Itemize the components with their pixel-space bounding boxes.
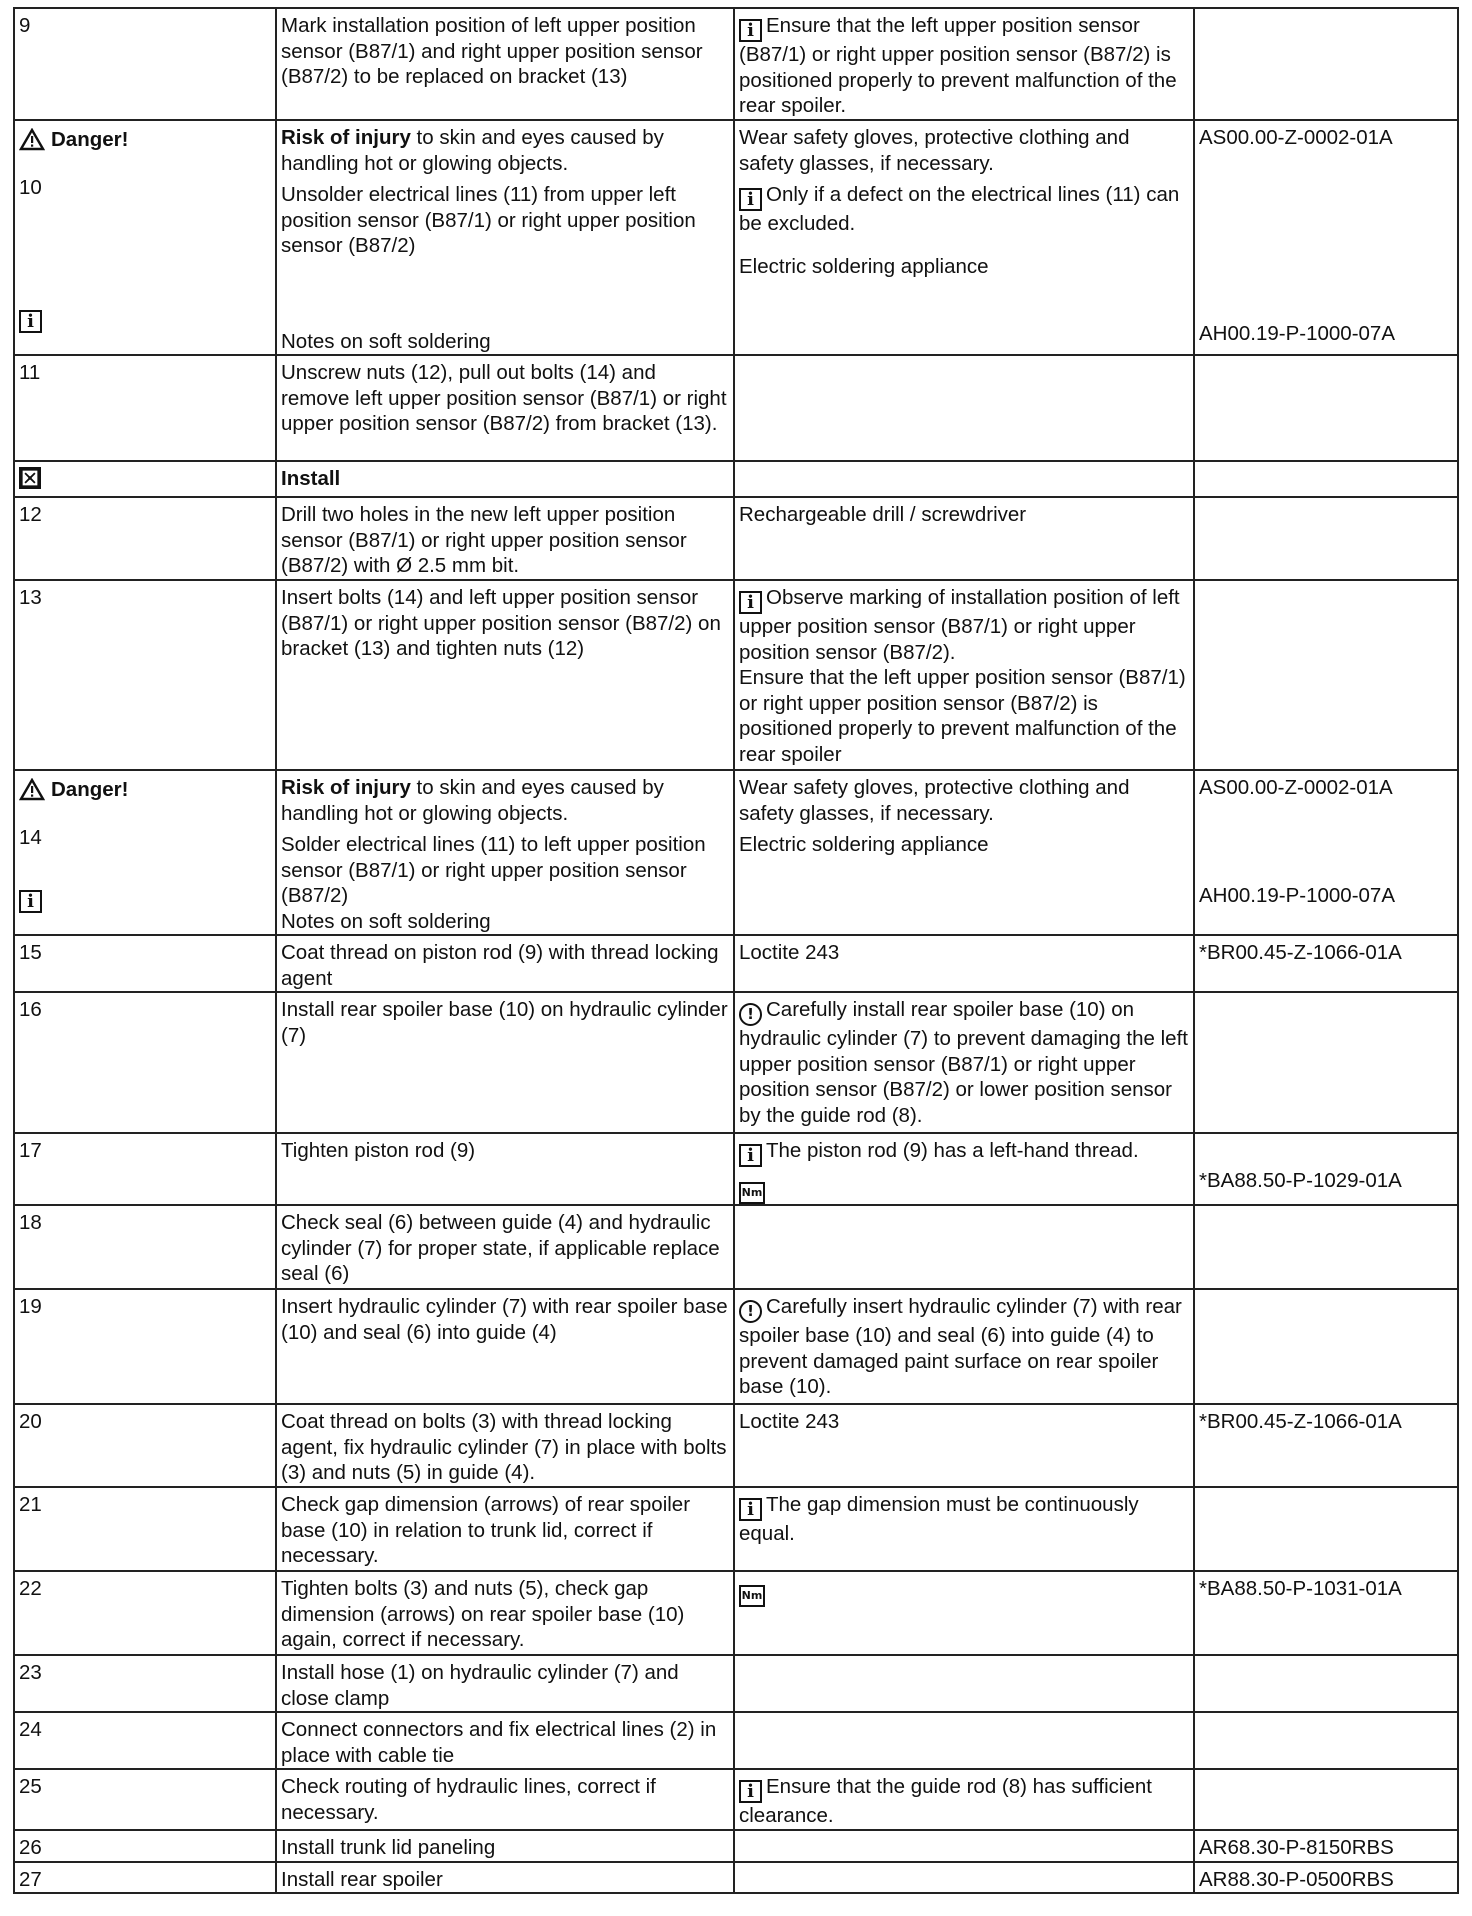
note-cell <box>734 992 1194 1133</box>
note-cell <box>734 120 1194 355</box>
torque-nm-icon: Nm <box>739 1585 765 1607</box>
info-icon: i <box>739 19 762 42</box>
table-row <box>14 497 1458 580</box>
reference <box>1194 1655 1458 1712</box>
reference <box>1194 1769 1458 1830</box>
action-cell <box>276 770 734 935</box>
risk-title: Risk of injury <box>281 776 411 799</box>
table-row <box>14 1769 1458 1830</box>
note-text: Ensure that the guide rod (8) has sufficient clearance. <box>739 1775 1152 1827</box>
note-text <box>734 1830 1194 1862</box>
step-number: 26 <box>14 1830 276 1862</box>
note-text: Ensure that the left upper position sensor (B87/1) or right upper position sensor (B87/2) is positioned properly to prevent malfunction of the rear spoiler. <box>739 14 1177 117</box>
notes-label: Notes on soft soldering <box>281 329 491 353</box>
step-number: 10 <box>19 175 42 199</box>
reference: *BA88.50-P-1031-01A <box>1194 1571 1458 1655</box>
info-icon: i <box>739 1144 762 1167</box>
torque-nm-icon: Nm <box>739 1182 765 1204</box>
table-row <box>14 992 1458 1133</box>
install-icon-cell <box>14 461 276 497</box>
step-number: 16 <box>14 992 276 1133</box>
note-cell <box>734 1133 1194 1205</box>
safety-text: Wear safety gloves, protective clothing and safety glasses, if necessary. <box>739 776 1130 825</box>
step-number: 12 <box>14 497 276 580</box>
reference <box>1194 355 1458 461</box>
action-text: Unscrew nuts (12), pull out bolts (14) and remove left upper position sensor (B87/1) or right upper position sensor (B87/2) from bracket (13). <box>276 355 734 461</box>
note-text: Observe marking of installation position of left upper position sensor (B87/1) or right upper position sensor (B87/2). <box>739 586 1180 664</box>
danger-text: Danger! <box>51 778 129 801</box>
reference-cell <box>1194 770 1458 935</box>
step-number: 25 <box>14 1769 276 1830</box>
table-row <box>14 935 1458 992</box>
action-text: Install trunk lid paneling <box>276 1830 734 1862</box>
safety-text: Wear safety gloves, protective clothing and safety glasses, if necessary. <box>739 126 1130 175</box>
action-text: Install hose (1) on hydraulic cylinder (7) and close clamp <box>276 1655 734 1712</box>
action-text: Coat thread on bolts (3) with thread locking agent, fix hydraulic cylinder (7) in place with bolts (3) and nuts (5) in guide (4). <box>276 1404 734 1487</box>
note-cell <box>734 770 1194 935</box>
info-icon: i <box>739 591 762 614</box>
step-number: 22 <box>14 1571 276 1655</box>
step-number: 20 <box>14 1404 276 1487</box>
tool-text: Electric soldering appliance <box>739 833 989 856</box>
table-row <box>14 1133 1458 1205</box>
step-cell <box>14 770 276 935</box>
caution-icon: ! <box>739 1300 762 1323</box>
step-number: 13 <box>14 580 276 770</box>
step-number: 23 <box>14 1655 276 1712</box>
note-text: Rechargeable drill / screwdriver <box>734 497 1194 580</box>
table-row <box>14 1655 1458 1712</box>
reference-cell <box>1194 120 1458 355</box>
action-text: Insert hydraulic cylinder (7) with rear spoiler base (10) and seal (6) into guide (4) <box>276 1289 734 1404</box>
reference <box>1194 992 1458 1133</box>
table-row <box>14 1571 1458 1655</box>
table-row <box>14 1712 1458 1769</box>
action-text: Drill two holes in the new left upper position sensor (B87/1) or right upper position sensor (B87/2) with Ø 2.5 mm bit. <box>276 497 734 580</box>
step-cell <box>14 120 276 355</box>
reference: AS00.00-Z-0002-01A <box>1199 776 1393 799</box>
step-number: 18 <box>14 1205 276 1289</box>
procedure-table <box>13 7 1459 1894</box>
note-cell <box>734 8 1194 120</box>
tool-text: Electric soldering appliance <box>739 254 989 278</box>
note-text: Loctite 243 <box>734 1404 1194 1487</box>
table-row <box>14 1487 1458 1571</box>
table-row <box>14 770 1458 935</box>
step-number: 15 <box>14 935 276 992</box>
reference <box>1194 497 1458 580</box>
action-text: Check routing of hydraulic lines, correct if necessary. <box>276 1769 734 1830</box>
reference-cell <box>1194 1133 1458 1205</box>
reference <box>1194 1289 1458 1404</box>
step-number: 9 <box>14 8 276 120</box>
danger-text: Danger! <box>51 128 129 151</box>
action-text: Check seal (6) between guide (4) and hydraulic cylinder (7) for proper state, if applicable replace seal (6) <box>276 1205 734 1289</box>
section-row <box>14 461 1458 497</box>
action-text: Solder electrical lines (11) to left upper position sensor (B87/1) or right upper position sensor (B87/2) <box>281 833 706 907</box>
reference: *BR00.45-Z-1066-01A <box>1194 1404 1458 1487</box>
note-text: The piston rod (9) has a left-hand thread. <box>766 1139 1139 1162</box>
action-cell <box>276 120 734 355</box>
note-text: Carefully insert hydraulic cylinder (7) with rear spoiler base (10) and seal (6) into guide (4) to prevent damaged paint surface on rear spoiler base (10). <box>739 1295 1182 1398</box>
reference <box>1194 1712 1458 1769</box>
risk-line <box>281 775 729 826</box>
note-text-2: Ensure that the left upper position sensor (B87/1) or right upper position sensor (B87/2) is positioned properly to prevent malfunction of the rear spoiler <box>739 666 1186 766</box>
note-text <box>734 355 1194 461</box>
danger-label <box>19 127 128 153</box>
reference <box>1194 8 1458 120</box>
table-row <box>14 8 1458 120</box>
reference: AS00.00-Z-0002-01A <box>1199 126 1393 149</box>
info-icon: i <box>19 310 42 333</box>
note-text <box>734 1205 1194 1289</box>
action-text: Check gap dimension (arrows) of rear spoiler base (10) in relation to trunk lid, correct if necessary. <box>276 1487 734 1571</box>
action-text: Connect connectors and fix electrical lines (2) in place with cable tie <box>276 1712 734 1769</box>
note-text: Carefully install rear spoiler base (10) on hydraulic cylinder (7) to prevent damaging the left upper position sensor (B87/1) or right upper position sensor (B87/2) or lower position sensor by the guide rod (8). <box>739 998 1188 1127</box>
note-text: Only if a defect on the electrical lines (11) can be excluded. <box>739 183 1180 235</box>
step-number: 21 <box>14 1487 276 1571</box>
reference: *BA88.50-P-1029-01A <box>1199 1169 1402 1192</box>
action-text: Unsolder electrical lines (11) from upper left position sensor (B87/1) or right upper position sensor (B87/2) <box>281 183 696 257</box>
info-icon: i <box>739 1498 762 1521</box>
section-title: Install <box>276 461 734 497</box>
caution-icon: ! <box>739 1003 762 1026</box>
warning-triangle-icon <box>19 128 45 151</box>
note-text <box>734 1712 1194 1769</box>
table-row <box>14 580 1458 770</box>
note-cell <box>734 1769 1194 1830</box>
reference <box>1194 1205 1458 1289</box>
note-text: The gap dimension must be continuously equal. <box>739 1493 1139 1545</box>
step-number: 17 <box>14 1133 276 1205</box>
action-text: Mark installation position of left upper position sensor (B87/1) and right upper position sensor (B87/2) to be replaced on bracket (13) <box>276 8 734 120</box>
table-row <box>14 1862 1458 1894</box>
table-row <box>14 1830 1458 1862</box>
action-text: Tighten piston rod (9) <box>276 1133 734 1205</box>
info-icon: i <box>739 188 762 211</box>
note-cell <box>734 1289 1194 1404</box>
reference: AR68.30-P-8150RBS <box>1194 1830 1458 1862</box>
notes-reference: AH00.19-P-1000-07A <box>1199 883 1396 907</box>
info-icon: i <box>19 890 42 913</box>
note-cell <box>734 580 1194 770</box>
notes-reference: AH00.19-P-1000-07A <box>1199 321 1396 345</box>
warning-triangle-icon <box>19 778 45 801</box>
note-cell <box>734 1571 1194 1655</box>
table-row <box>14 1289 1458 1404</box>
table-row <box>14 1205 1458 1289</box>
reference: AR88.30-P-0500RBS <box>1194 1862 1458 1894</box>
reference: *BR00.45-Z-1066-01A <box>1194 935 1458 992</box>
action-text: Insert bolts (14) and left upper position sensor (B87/1) or right upper position sensor (B87/2) on bracket (13) and tighten nuts (12) <box>276 580 734 770</box>
reference <box>1194 1487 1458 1571</box>
step-number: 24 <box>14 1712 276 1769</box>
info-icon: i <box>739 1780 762 1803</box>
table-row <box>14 1404 1458 1487</box>
step-number: 11 <box>14 355 276 461</box>
note-text: Loctite 243 <box>734 935 1194 992</box>
install-icon <box>19 467 41 489</box>
risk-line <box>281 125 729 176</box>
risk-text: to skin and eyes caused by handling hot or glowing objects. <box>281 776 664 825</box>
step-number: 27 <box>14 1862 276 1894</box>
danger-label <box>19 777 128 803</box>
table-row <box>14 120 1458 355</box>
reference <box>1194 580 1458 770</box>
action-text: Tighten bolts (3) and nuts (5), check gap dimension (arrows) on rear spoiler base (10) again, correct if necessary. <box>276 1571 734 1655</box>
step-number: 19 <box>14 1289 276 1404</box>
notes-label: Notes on soft soldering <box>281 909 491 933</box>
table-row <box>14 355 1458 461</box>
note-cell <box>734 1487 1194 1571</box>
risk-title: Risk of injury <box>281 126 411 149</box>
action-text: Install rear spoiler <box>276 1862 734 1894</box>
risk-text: to skin and eyes caused by handling hot or glowing objects. <box>281 126 664 175</box>
step-number: 14 <box>19 825 42 849</box>
note-text <box>734 1655 1194 1712</box>
action-text: Install rear spoiler base (10) on hydraulic cylinder (7) <box>276 992 734 1133</box>
note-text <box>734 1862 1194 1894</box>
action-text: Coat thread on piston rod (9) with thread locking agent <box>276 935 734 992</box>
